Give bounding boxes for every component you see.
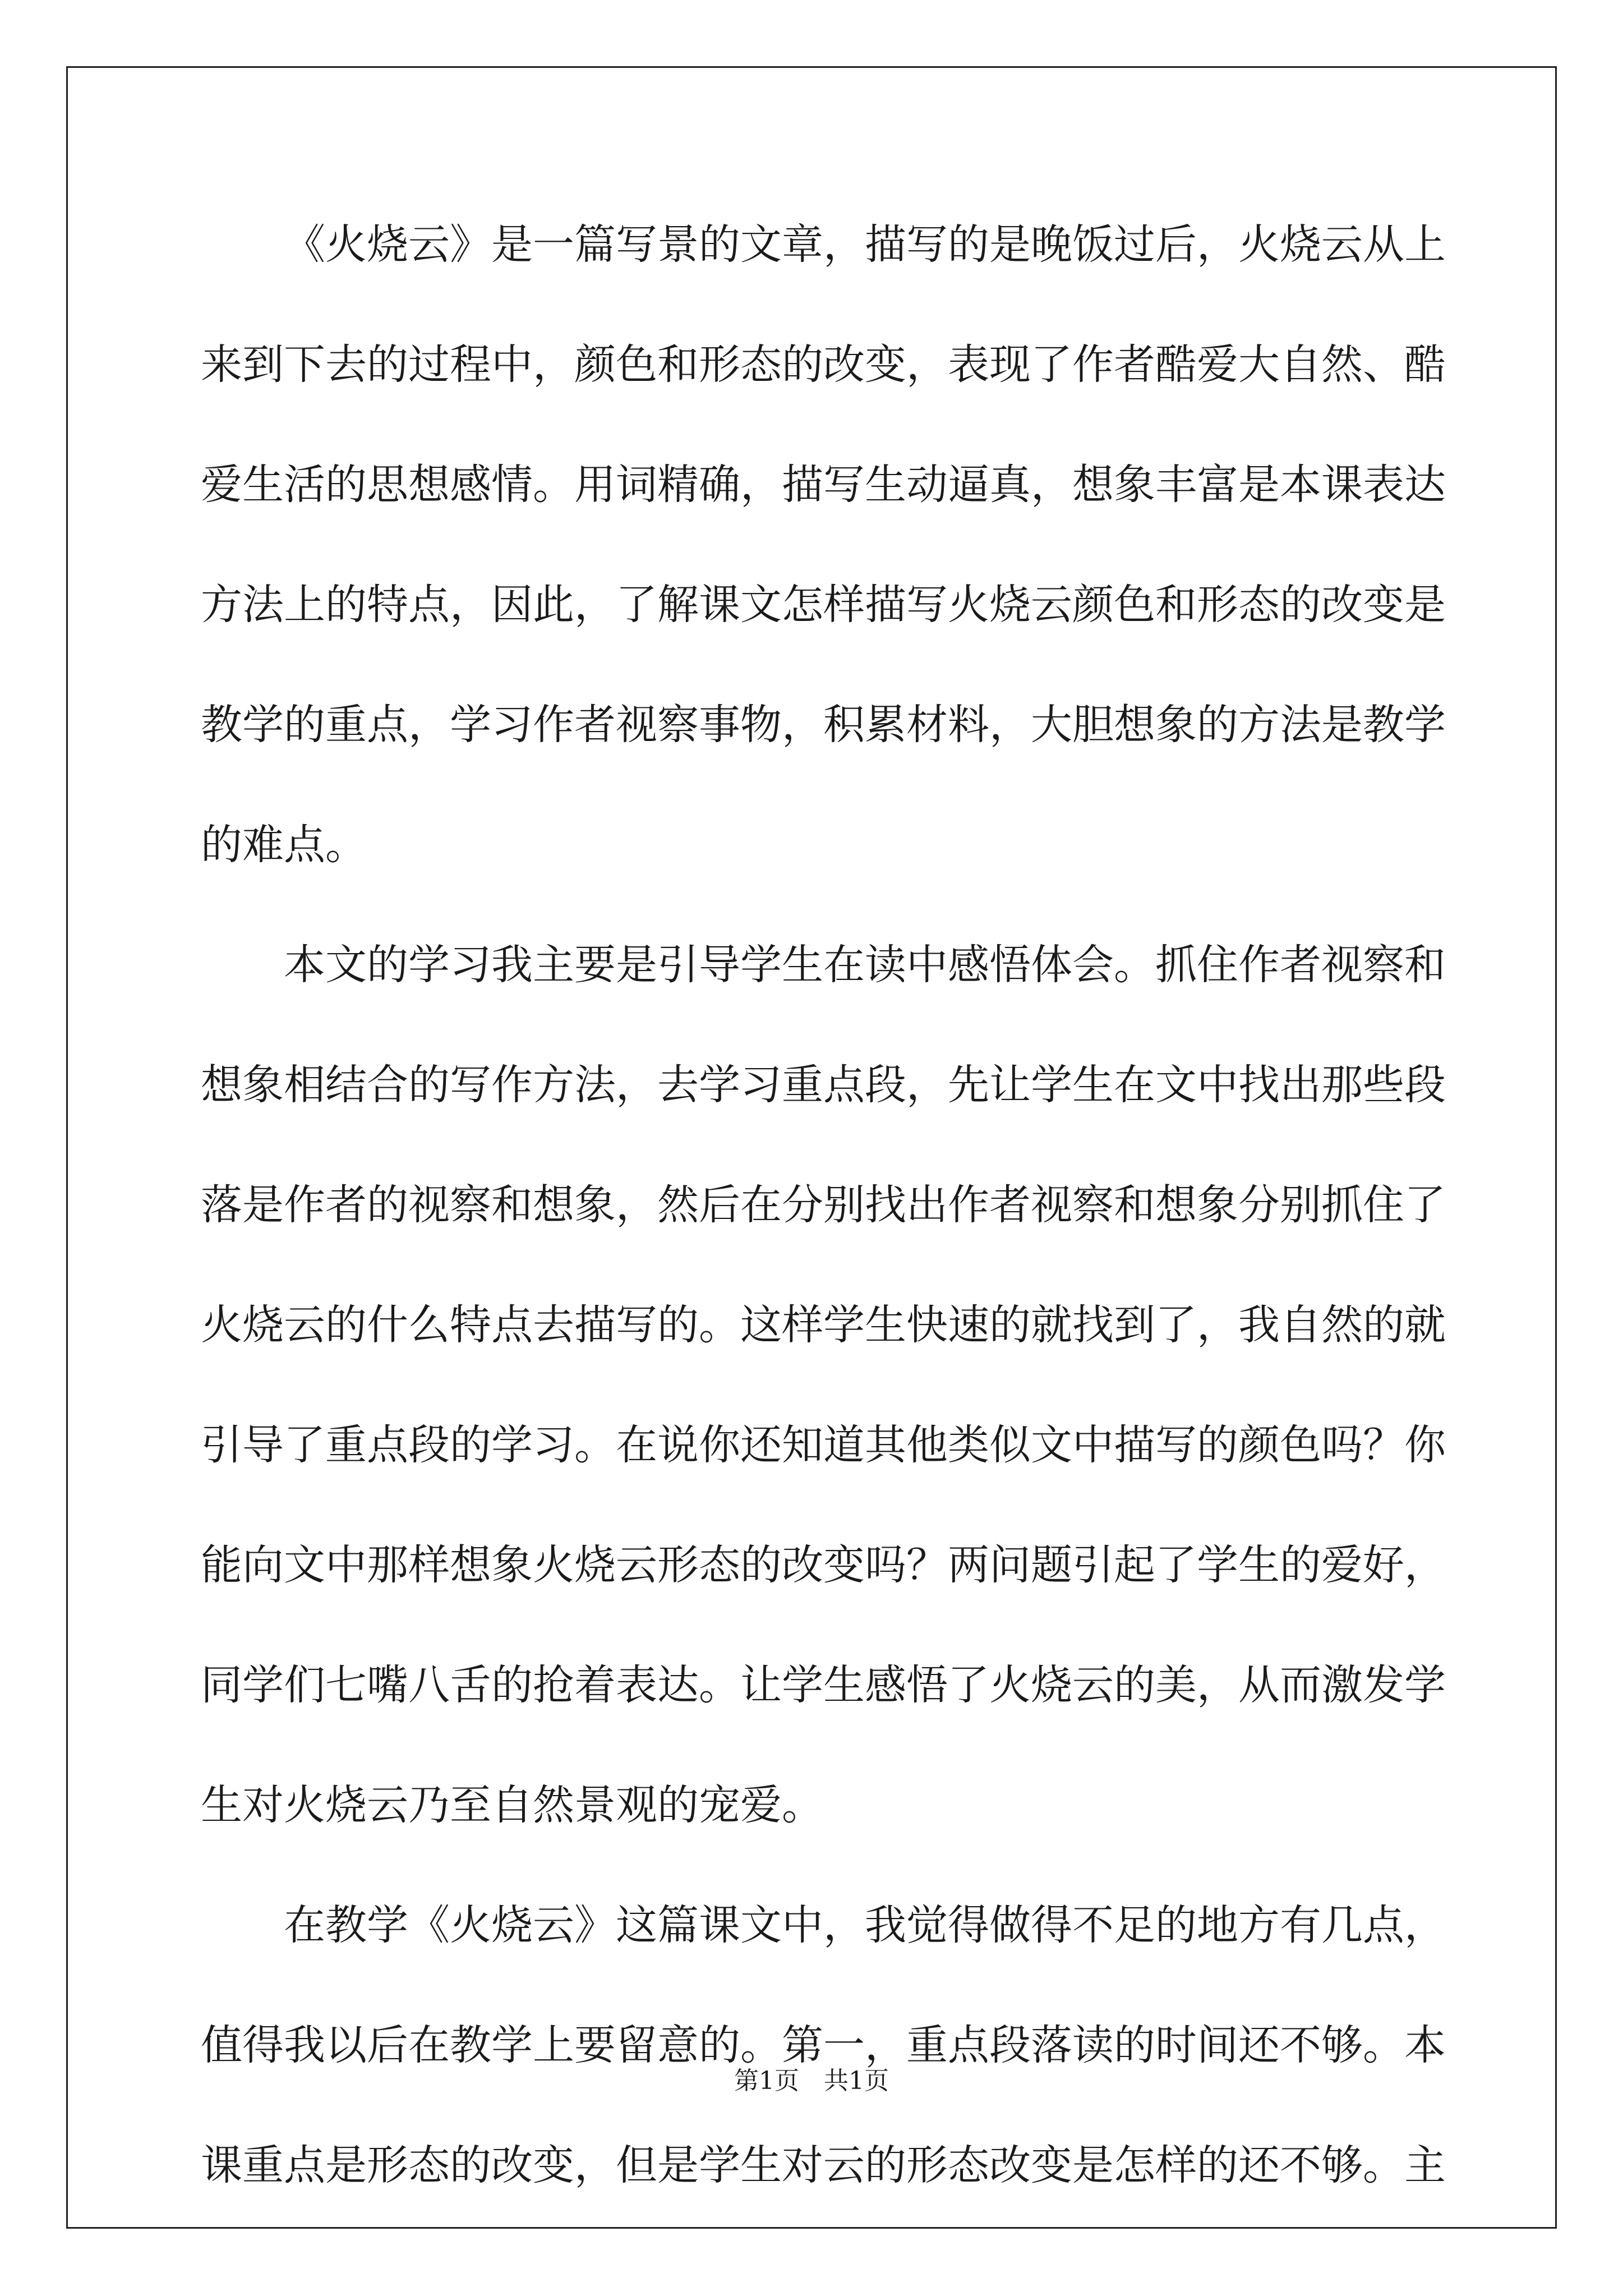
- text-line: 课重点是形态的改变，但是学生对云的形态改变是怎样的还不够。主: [201, 2141, 1446, 2189]
- text-line: 生对火烧云乃至自然景观的宠爱。: [201, 1781, 823, 1829]
- text-line: 值得我以后在教学上要留意的。第一，重点段落读的时间还不够。本: [201, 2021, 1446, 2069]
- text-line: 方法上的特点，因此，了解课文怎样描写火烧云颜色和形态的改变是: [201, 581, 1446, 629]
- text-line: 教学的重点，学习作者视察事物，积累材料，大胆想象的方法是教学: [201, 701, 1446, 749]
- text-line: 本文的学习我主要是引导学生在读中感悟体会。抓住作者视察和: [284, 941, 1446, 989]
- text-line: 想象相结合的写作方法，去学习重点段，先让学生在文中找出那些段: [201, 1061, 1446, 1109]
- page-number: 第1页: [734, 2067, 799, 2095]
- text-line: 引导了重点段的学习。在说你还知道其他类似文中描写的颜色吗？你: [201, 1421, 1446, 1469]
- text-line: 火烧云的什么特点去描写的。这样学生快速的就找到了，我自然的就: [201, 1301, 1446, 1349]
- text-line: 来到下去的过程中，颜色和形态的改变，表现了作者酷爱大自然、酷: [201, 341, 1446, 389]
- text-line: 能向文中那样想象火烧云形态的改变吗？两问题引起了学生的爱好，: [201, 1541, 1446, 1589]
- text-line: 《火烧云》是一篇写景的文章，描写的是晚饭过后，火烧云从上: [284, 220, 1446, 269]
- text-line: 爱生活的思想感情。用词精确，描写生动逼真，想象丰富是本课表达: [201, 461, 1446, 509]
- text-line: 落是作者的视察和想象，然后在分别找出作者视察和想象分别抓住了: [201, 1181, 1446, 1229]
- page-footer: [0, 2064, 1623, 2098]
- page-count: 共1页: [824, 2067, 889, 2095]
- text-line: 在教学《火烧云》这篇课文中，我觉得做得不足的地方有几点，: [284, 1901, 1446, 1949]
- text-line: 同学们七嘴八舌的抢着表达。让学生感悟了火烧云的美，从而激发学: [201, 1661, 1446, 1709]
- text-line: 的难点。: [201, 821, 367, 869]
